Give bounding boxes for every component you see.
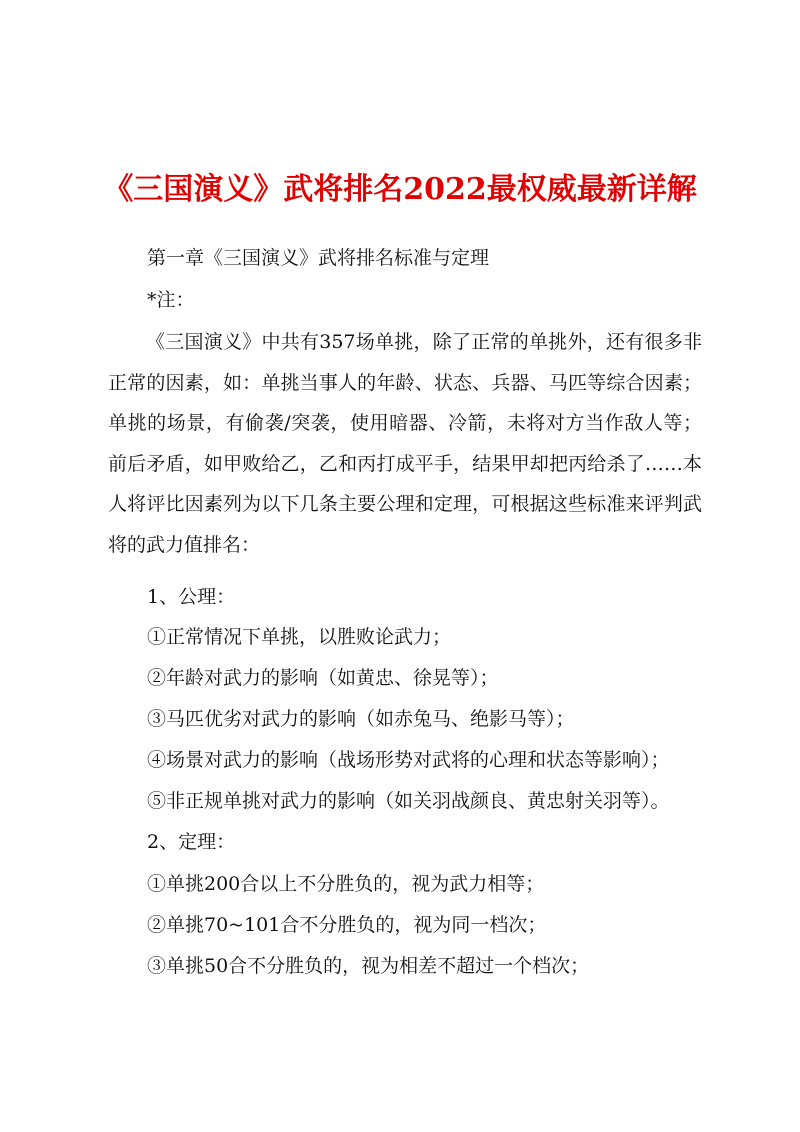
axiom-item: ①正常情况下单挑，以胜败论武力； xyxy=(147,626,452,648)
theorem-item: ②单挑70~101合不分胜负的，视为同一档次； xyxy=(147,914,547,936)
axiom-item: ④场景对武力的影响（战场形势对武将的心理和状态等影响）； xyxy=(147,749,670,771)
theorem-item: ①单挑200合以上不分胜负的，视为武力相等； xyxy=(147,873,545,895)
chapter-heading: 第一章《三国演义》武将排名标准与定理 xyxy=(147,247,490,269)
axiom-item: ②年龄对武力的影响（如黄忠、徐晃等）； xyxy=(147,667,499,689)
theorem-item: ③单挑50合不分胜负的，视为相差不超过一个档次； xyxy=(147,955,590,977)
note-label: *注： xyxy=(147,289,195,311)
intro-paragraph: 《三国演义》中共有357场单挑，除了正常的单挑外，还有很多非正常的因素，如：单挑当事人的年龄、状态、兵器、马匹等综合因素；单挑的场景，有偷袭/突袭，使用暗器、冷箭，未将对方当作敌人等；前后矛盾，如甲败给乙，乙和丙打成平手，结果甲却把丙给杀了……本人将评比因素列为以下几条主要公理和定理，可根据这些标准来评判武将的武力值排名： xyxy=(108,331,702,556)
axiom-item: ③马匹优劣对武力的影响（如赤兔马、绝影马等）； xyxy=(147,708,575,730)
axiom-item: ⑤非正规单挑对武力的影响（如关羽战颜良、黄忠射关羽等）。 xyxy=(147,790,670,812)
document-title: 《三国演义》武将排名2022最权威最新详解 xyxy=(103,172,697,207)
theorems-heading: 2、定理： xyxy=(147,831,236,853)
axioms-heading: 1、公理： xyxy=(147,586,236,608)
